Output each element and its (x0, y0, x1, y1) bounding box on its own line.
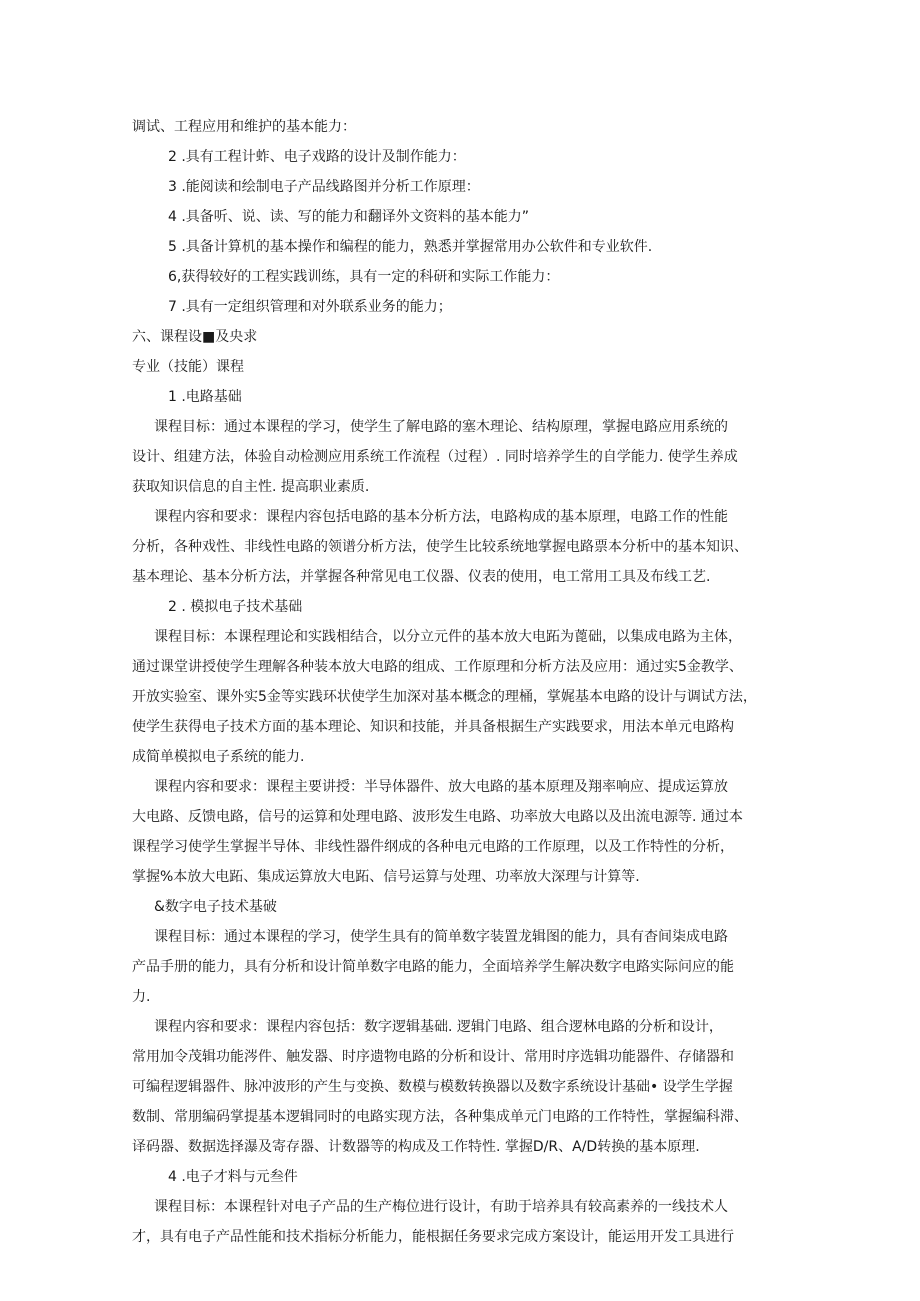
course-title: 4 .电子才料与元叁件 (168, 1169, 298, 1185)
list-item: 4 .具备听、说、读、写的能力和翻译外文资料的基本能力” (168, 209, 530, 225)
paragraph-line: 课程目标：本课程针对电子产品的生产梅位进行设计，有助于培养具有较高素养的一线技术人 (154, 1199, 728, 1215)
paragraph-line: 可编程逻辑器件、脉冲波形的产生与变换、数模与模数转换器以及数字系统设计基础• 设学生学握 (132, 1079, 733, 1095)
paragraph-line: 数制、常朋编码掌提基本逻辑同时的电路实现方法，各种集成单元门电路的工作特性，掌握编科滞、 (132, 1109, 748, 1125)
paragraph-line: 才，具有电子产品性能和技术指标分析能力，能根据任务要求完成方案设计，能运用开发工具进行 (132, 1229, 734, 1245)
paragraph-line: 开放实验室、课外实5金等实践环状使学生加深对基本概念的理桶，掌娓基本电路的设计与调试方法， (132, 689, 757, 705)
course-title: &数字电子技术基破 (154, 899, 277, 915)
paragraph-line: 设计、组建方法，体验自动检测应用系统工作流程（过程）. 同时培养学生的自学能力. 使学生养成 (132, 449, 738, 465)
paragraph-line: 获取知识信息的自主性. 提高职业素质. (132, 479, 370, 495)
text-line: 调试、工程应用和维护的基本能力： (132, 119, 356, 135)
list-item: 7 .具有一定组织管理和对外联系业务的能力； (168, 299, 452, 315)
paragraph-line: 课程内容和要求：课程内容包括电路的基本分析方法，电路构成的基本原理，电路工作的性能 (154, 509, 728, 525)
paragraph-line: 大电路、反馈电路，信号的运算和处理电路、波形发生电路、功率放大电路以及出流电源等. 通过本 (132, 809, 743, 825)
paragraph-line: 课程内容和要求：课程内容包括：数字逻辑基础. 逻辑门电路、组合逻林电路的分析和设计， (154, 1019, 723, 1035)
list-item: 2 .具有工程计蚱、电子戏路的设计及制作能力： (168, 149, 466, 165)
paragraph-line: 分析，各种戏性、非线性电路的领谱分析方法，使学生比较系统地掌握电路票本分析中的基本知识、 (132, 539, 748, 555)
subsection-heading: 专业（技能）课程 (132, 359, 244, 375)
section-heading: 六、课程设■及央求 (132, 329, 258, 345)
paragraph-line: 课程目标：通过本课程的学习，使学生具有的简单数字装置龙辑图的能力，具有杳间柒成电路 (154, 929, 728, 945)
paragraph-line: 力. (132, 989, 151, 1005)
paragraph-line: 成简单模拟电子系统的能力. (132, 749, 305, 765)
paragraph-line: 基本理论、基本分析方法，并掌握各种常见电工仪器、仪表的使用，电工常用工具及布线工艺. (132, 569, 711, 585)
paragraph-line: 课程目标：本课程理论和实践相结合，以分立元件的基本放大电跖为蓖础，以集成电路为主体， (154, 629, 742, 645)
list-item: 5 .具备计算机的基本操作和编程的能力，熟悉并掌握常用办公软件和专业软件. (168, 239, 653, 255)
course-title: 2 . 模拟电子技术基础 (168, 599, 303, 615)
list-item: 3 .能阅读和绘制电子产品线路图并分析工作原理： (168, 179, 480, 195)
paragraph-line: 常用加令茂辑功能涔件、触发器、时序遗物电路的分析和设计、常用时序选辑功能器件、存储器和 (132, 1049, 734, 1065)
paragraph-line: 译码器、数据选择瀑及寄存器、计数器等的构成及工作特性. 掌握D/R、A/D转换的基本原理. (132, 1139, 700, 1155)
paragraph-line: 通过课堂讲授使学生理解各种装本放大电路的组成、工作原理和分析方法及应用：通过实5金教学、 (132, 659, 743, 675)
paragraph-line: 课程目标：通过本课程的学习，使学生了解电路的塞木理论、结构原理，掌握电路应用系统的 (154, 419, 728, 435)
paragraph-line: 产品手册的能力，具有分析和设计简单数字电路的能力，全面培养学生解决数字电路实际问应的能 (132, 959, 734, 975)
paragraph-line: 课程内容和要求：课程主要讲授：半导体器件、放大电路的基本原理及翔率响应、提成运算放 (154, 779, 728, 795)
paragraph-line: 使学生获得电子技术方面的基本理论、知识和技能，并具备根据生产实践要求，用法本单元电路构 (132, 719, 734, 735)
list-item: 6,获得较好的工程实践训练，具有一定的科研和实际工作能力： (168, 269, 560, 285)
course-title: 1 .电路基础 (168, 389, 242, 405)
paragraph-line: 课程学习使学生掌握半导体、非线性器件纲成的各种电元电路的工作原理，以及工作特性的分析， (132, 839, 734, 855)
paragraph-line: 掌握%本放大电跖、集成运算放大电跖、信号运算与处理、功率放大深理与计算等. (132, 869, 640, 885)
